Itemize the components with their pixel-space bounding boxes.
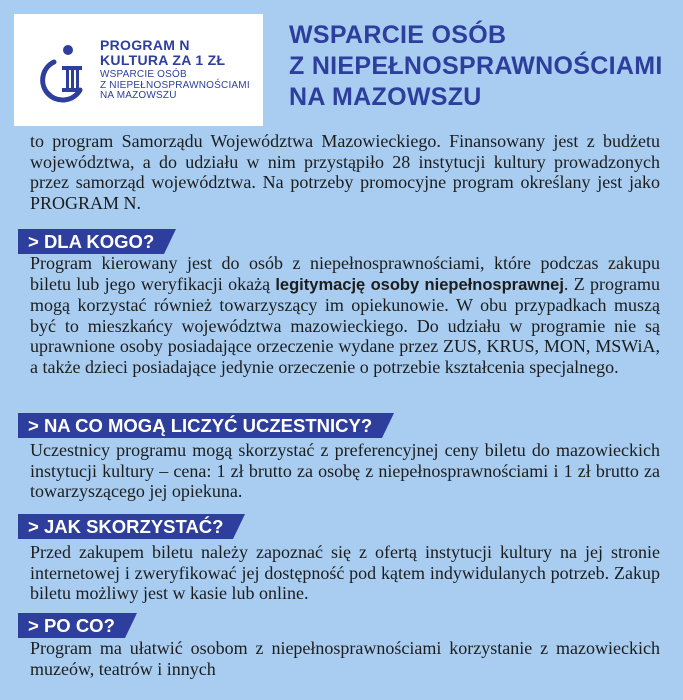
logo-subtitle-line: NA MAZOWSZU [100, 90, 177, 101]
logo-subtitle [100, 70, 250, 102]
section-paragraph-jak-skorzystac: Przed zakupem biletu należy zapoznać się z ofertą instytucji kultury na jej stronie internetowej i zweryfikować jej dostępność pod kątem indywidulanych potrzeb. Zakup biletu możliwy jest w kasie lub online. [30, 542, 660, 603]
page-title-line: NA MAZOWSZU [289, 83, 482, 111]
paragraph-bold-text: legitymację osoby niepełnosprawnej [275, 275, 564, 294]
logo-subtitle-line: Z NIEPEŁNOSPRAWNOŚCIAMI [100, 79, 250, 91]
page-title-line: WSPARCIE OSÓB [289, 21, 507, 49]
section-heading-po-co: > PO CO? [18, 613, 125, 638]
logo-title [100, 38, 225, 68]
section-heading-jak-skorzystac: > JAK SKORZYSTAĆ? [18, 514, 233, 539]
paragraph-text: Program kierowany jest do osób z niepełnosprawnościami, które podczas zakupu biletu lub jego weryfikacji okażą [30, 253, 660, 294]
section-paragraph-dla-kogo [30, 253, 660, 377]
page-title [289, 20, 663, 113]
logo-title-line: PROGRAM N [100, 37, 190, 53]
section-paragraph-na-co: Uczestnicy programu mogą skorzystać z preferencyjnej ceny biletu do mazowieckich instytucji kultury – cena: 1 zł brutto za osobę z niepełnosprawnościami i 1 zł brutto za towarzyszącego jej opiekuna. [30, 440, 660, 501]
section-heading-na-co: > NA CO MOGĄ LICZYĆ UCZESTNICY? [18, 413, 382, 438]
logo-title-line: KULTURA ZA 1 ZŁ [100, 52, 226, 68]
paragraph-text: . Z programu mogą korzystać również towarzyszący im opiekunowie. W obu przypadkach muszą być to mieszkańcy województwa mazowieckiego. Do udziału w programie nie są uprawnione osoby posiadające orzeczenie wydane przez ZUS, KRUS, MON, MSWiA, a także dzieci posiadające jedynie orzeczenie o potrzebie kształcenia specjalnego. [30, 273, 660, 377]
logo-subtitle-line: WSPARCIE OSÓB [100, 69, 187, 80]
intro-paragraph: to program Samorządu Województwa Mazowieckiego. Finansowany jest z budżetu województwa, a do udziału w nim przystąpiło 28 instytucji kultury prowadzonych przez samorząd województwa. Na potrzeby promocyjne program określany jest jako PROGRAM N. [30, 131, 660, 213]
section-paragraph-po-co: Program ma ułatwić osobom z niepełnosprawnościami korzystanie z mazowieckich muzeów, teatrów i innych [30, 638, 660, 679]
section-heading-dla-kogo: > DLA KOGO? [18, 229, 164, 254]
wheelchair-column-icon [34, 44, 92, 106]
program-logo [14, 14, 263, 126]
page-title-line: Z NIEPEŁNOSPRAWNOŚCIAMI [289, 52, 663, 80]
